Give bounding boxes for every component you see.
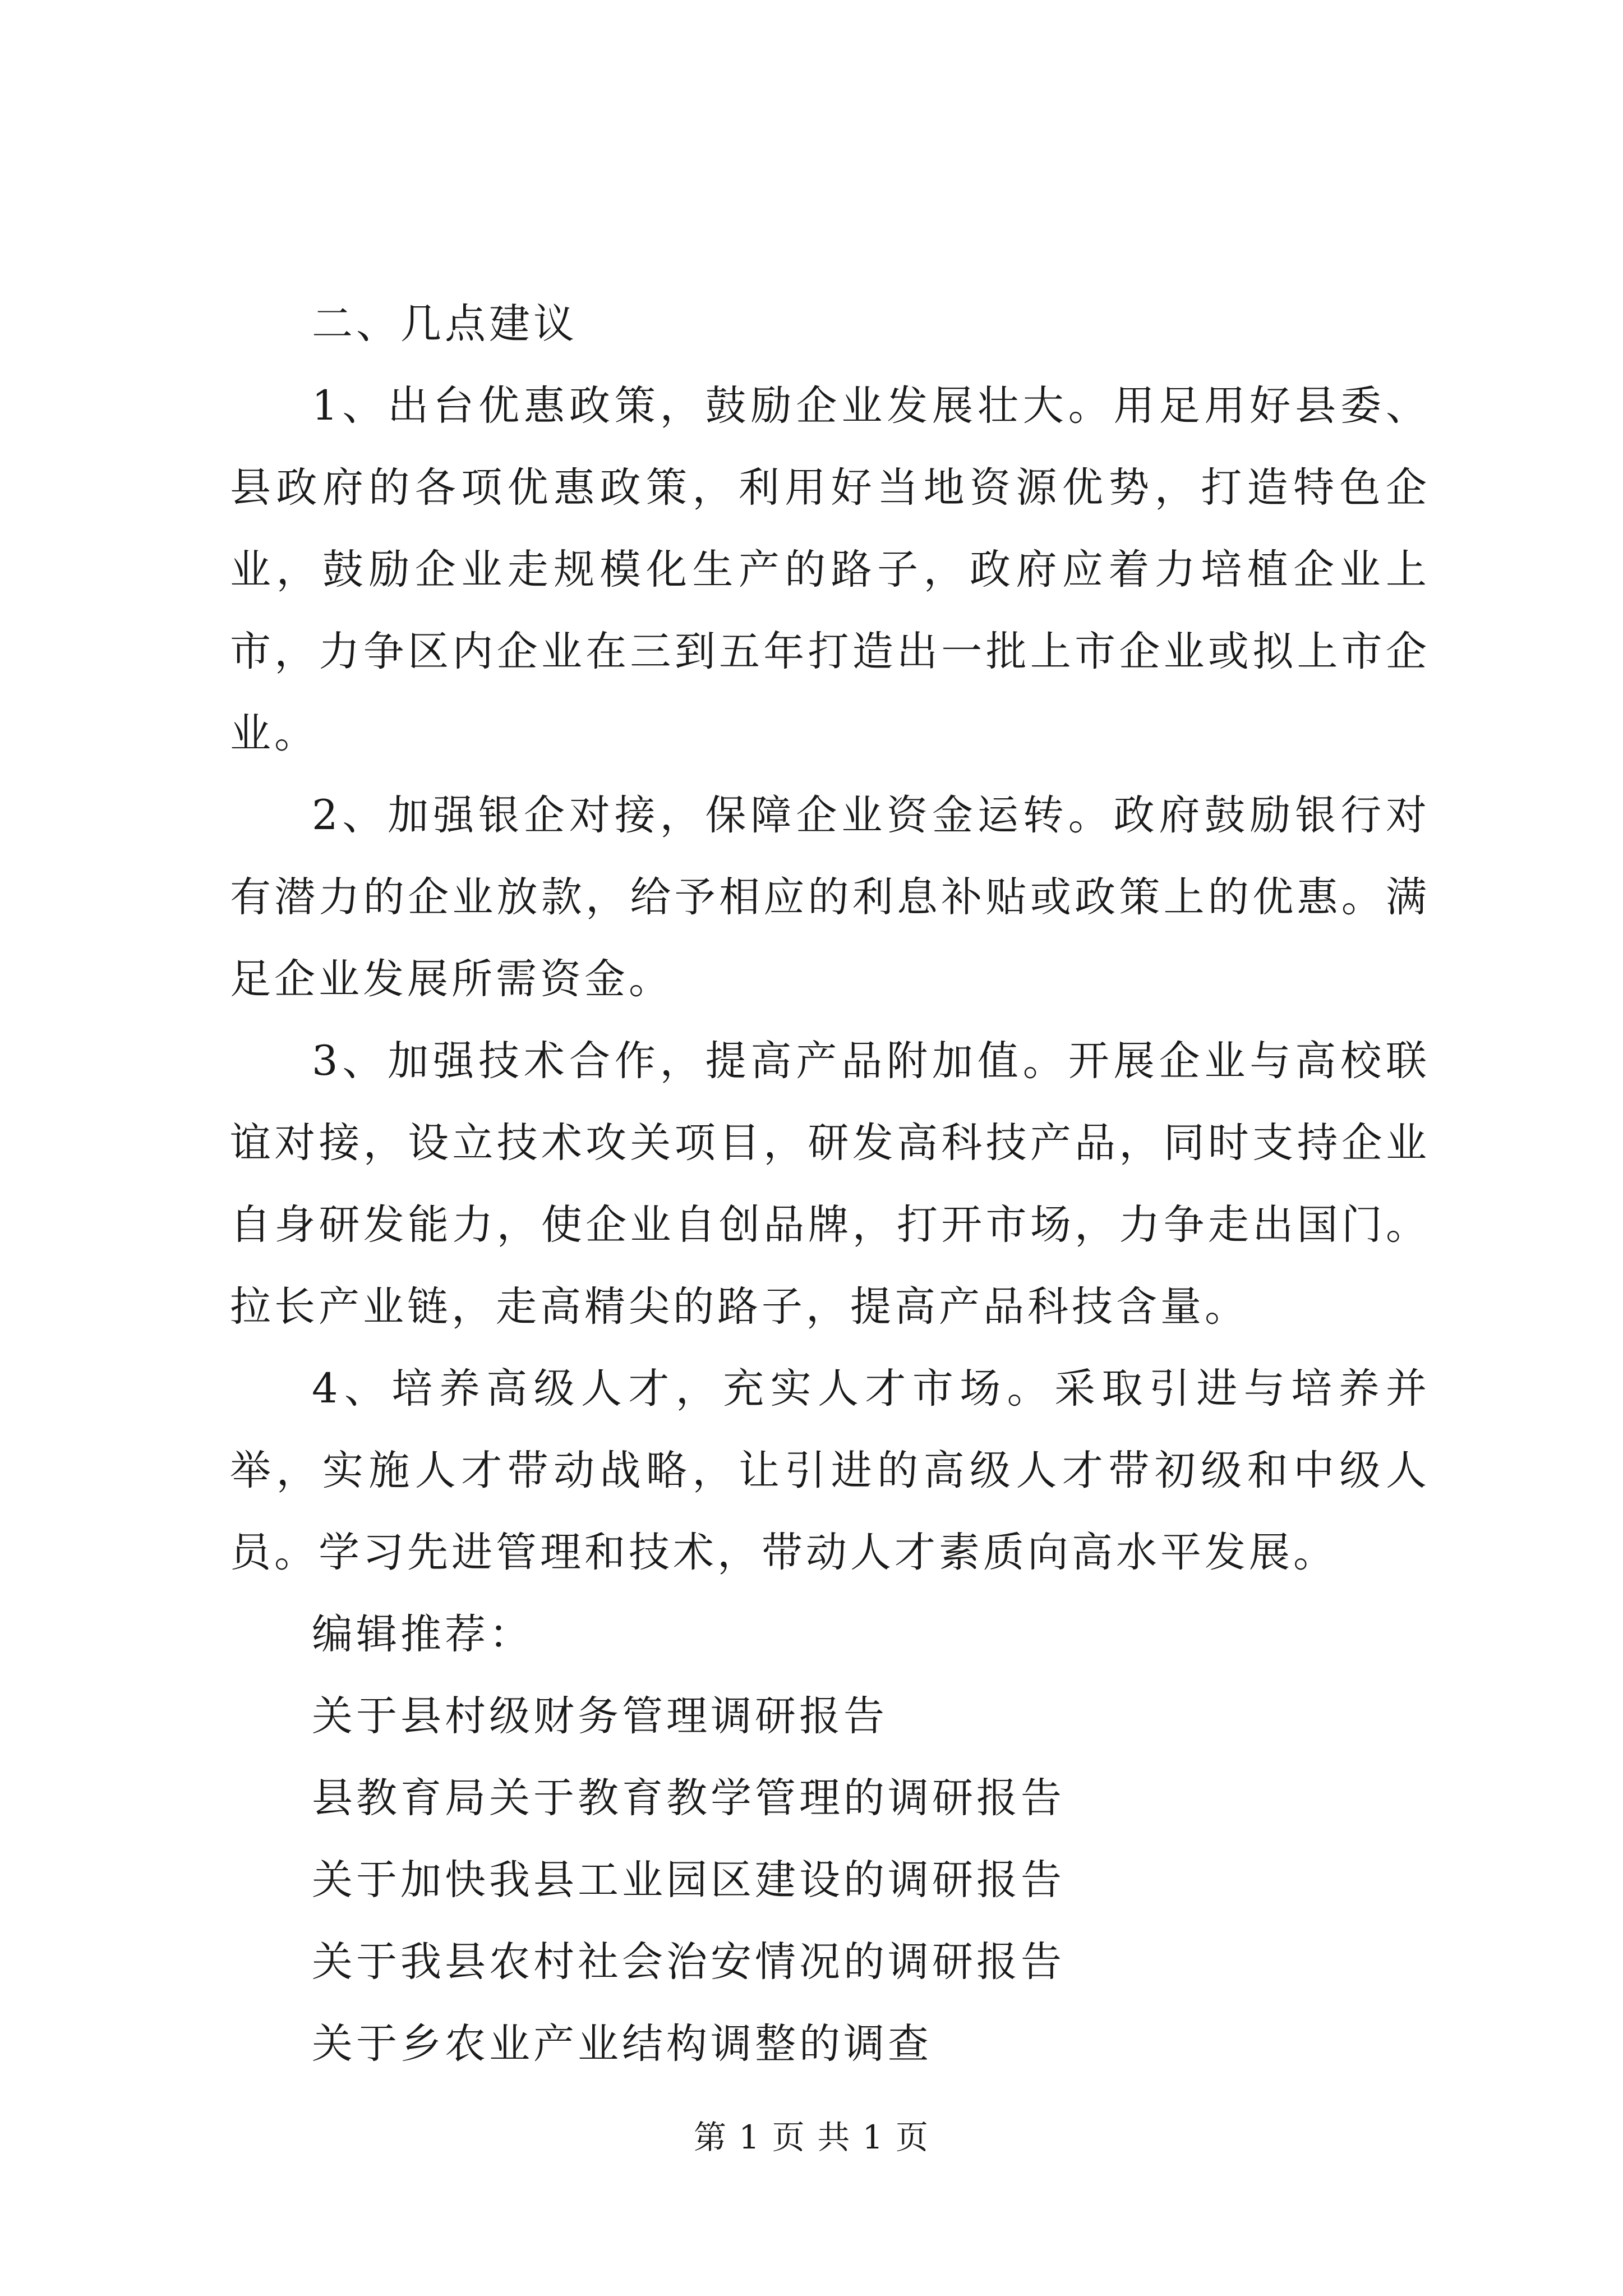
- page-footer: 第 1 页 共 1 页: [694, 2118, 929, 2156]
- suggestion-paragraph-1: 1、出台优惠政策，鼓励企业发展壮大。用足用好县委、县政府的各项优惠政策，利用好当地资源优势，打造特色企业，鼓励企业走规模化生产的路子，政府应着力培植企业上市，力争区内企业在三到五年打造出一批上市企业或拟上市企业。: [230, 382, 1430, 757]
- suggestion-paragraph-2: 2、加强银企对接，保障企业资金运转。政府鼓励银行对有潜力的企业放款，给予相应的利息补贴或政策上的优惠。满足企业发展所需资金。: [230, 792, 1430, 1003]
- suggestion-paragraph-3: 3、加强技术合作，提高产品附加值。开展企业与高校联谊对接，设立技术攻关项目，研发高科技产品，同时支持企业自身研发能力，使企业自创品牌，打开市场，力争走出国门。拉长产业链，走高精尖的路子，提高产品科技含量。: [230, 1037, 1430, 1331]
- recommend-link-4[interactable]: 关于我县农村社会治安情况的调研报告: [312, 1938, 1065, 1986]
- section-heading: 二、几点建议: [312, 300, 578, 348]
- recommend-link-5[interactable]: 关于乡农业产业结构调整的调查: [312, 2020, 932, 2068]
- recommend-link-1[interactable]: 关于县村级财务管理调研报告: [312, 1692, 888, 1740]
- suggestion-paragraph-4: 4、培养高级人才，充实人才市场。采取引进与培养并举，实施人才带动战略，让引进的高级人才带初级和中级人员。学习先进管理和技术，带动人才素质向高水平发展。: [230, 1365, 1430, 1576]
- recommend-link-3[interactable]: 关于加快我县工业园区建设的调研报告: [312, 1856, 1065, 1904]
- recommend-label: 编辑推荐：: [312, 1611, 533, 1658]
- document-body: [230, 283, 1430, 2085]
- recommend-link-2[interactable]: 县教育局关于教育教学管理的调研报告: [312, 1774, 1065, 1822]
